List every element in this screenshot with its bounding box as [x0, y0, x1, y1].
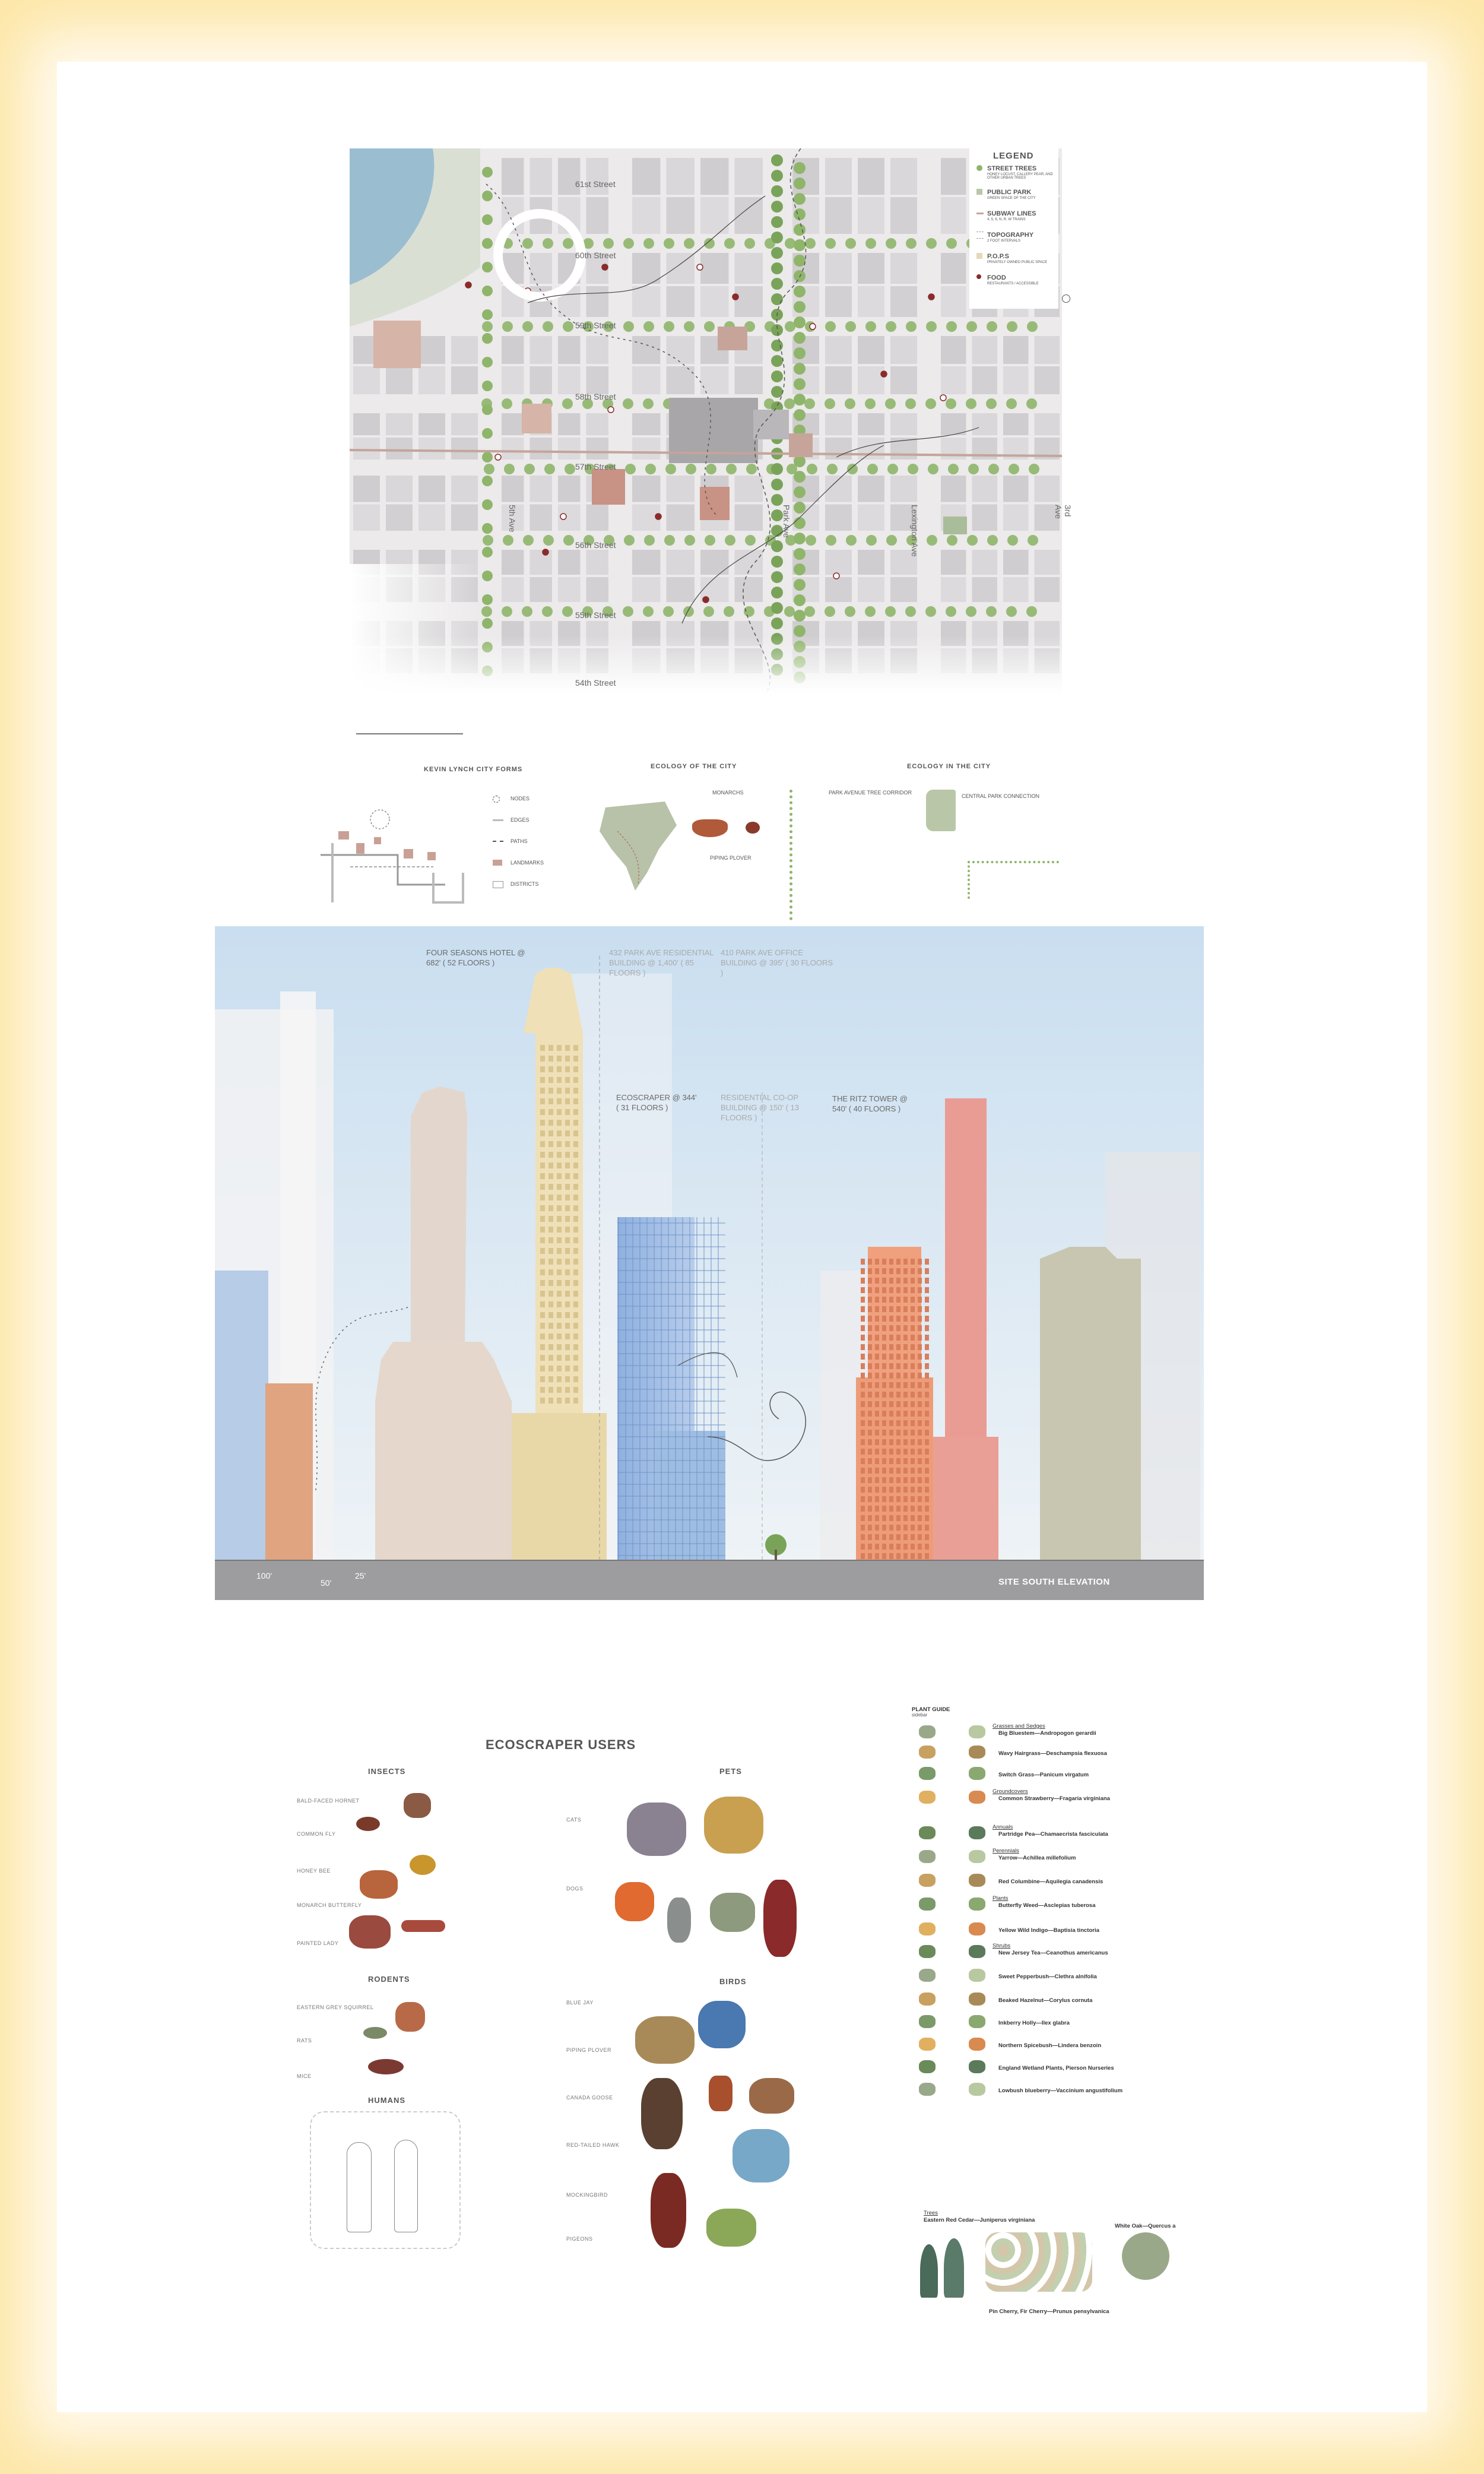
canada-goose-icon: [641, 2078, 683, 2149]
ecoscraper-label: ECOSCRAPER @ 344' ( 31 FLOORS ): [616, 1093, 697, 1112]
insect-label: COMMON FLY: [297, 1831, 336, 1837]
plant-icon: [919, 1767, 936, 1780]
plant-icon: [969, 2083, 985, 2096]
plant-icon: [919, 2038, 936, 2051]
rat-icon: [363, 2027, 387, 2039]
legend-districts: DISTRICTS: [510, 881, 539, 887]
plant-icon: [919, 1969, 936, 1982]
painted-lady-icon: [349, 1915, 391, 1949]
edge-icon: [493, 819, 503, 821]
central-park-label: CENTRAL PARK CONNECTION: [962, 793, 1040, 799]
avenue-label: 3rd Ave: [1054, 505, 1073, 519]
lynch-diagram: [315, 796, 481, 914]
plant-name: Butterfly Weed—Asclepias tuberosa: [998, 1902, 1096, 1909]
plant-icon: [969, 1725, 985, 1738]
plant-icon: [969, 1791, 985, 1804]
fly-icon: [356, 1817, 380, 1831]
street-label: 57th Street: [575, 462, 616, 471]
ecology-of-title: ECOLOGY OF THE CITY: [651, 763, 737, 770]
plant-name: Yarrow—Achillea millefolium: [998, 1855, 1076, 1861]
bird-label: BLUE JAY: [566, 2000, 594, 2006]
park-icon: [976, 189, 982, 195]
bird-label: RED-TAILED HAWK: [566, 2142, 620, 2148]
plant-icon: [969, 1850, 985, 1863]
insect-label: HONEY BEE: [297, 1868, 331, 1874]
plant-icon: [969, 1969, 985, 1982]
plant-icon: [969, 1992, 985, 2006]
plant-name: New Jersey Tea—Ceanothus americanus: [998, 1950, 1108, 1956]
ferret-icon: [710, 1893, 755, 1932]
butterfly-icon: [746, 822, 760, 834]
legend-paths: PATHS: [510, 838, 528, 844]
bird-label: PIPING PLOVER: [566, 2047, 612, 2053]
plant-name: Red Columbine—Aquilegia canadensis: [998, 1879, 1104, 1885]
park410-label: 410 PARK AVE OFFICE BUILDING @ 395' ( 30 FLOORS ): [721, 948, 833, 977]
plant-name: Yellow Wild Indigo—Baptisia tinctoria: [998, 1927, 1099, 1934]
plant-name: Inkberry Holly—Ilex glabra: [998, 2020, 1070, 2026]
monarch-butterfly-icon: [692, 819, 728, 837]
fox-icon: [615, 1882, 654, 1921]
cat-icon: [627, 1803, 686, 1856]
hawk-icon: [709, 2076, 733, 2111]
sparrow-icon: [749, 2078, 794, 2114]
tree-illustrations: [920, 2232, 1181, 2304]
pops-icon: [976, 253, 982, 259]
humans-title: HUMANS: [368, 2096, 406, 2105]
avenue-label: Park Ave: [782, 505, 791, 538]
map-legend: LEGEND STREET TREES HONEY LOCUST, CALLERY PEAR, AND OTHER URBAN TREES PUBLIC PARK GREEN SPACE OF THE CITY SUBWAY LINES 4, 5, 6, N, R, W TRAINS TOPOGRAPHY 2 FOOT INTERVALS P.O.P.S PRIVATELY OWNED PUBLIC SPACE FOOD RESTAURANTS / ACCESSIBLE: [969, 148, 1058, 309]
plant-icon: [919, 1945, 936, 1958]
plant-category: Shrubs: [992, 1943, 1011, 1949]
street-label: 54th Street: [575, 678, 616, 688]
plant-icon: [919, 2060, 936, 2073]
node-icon: [493, 796, 500, 803]
legend-edges: EDGES: [510, 817, 529, 823]
legend-landmarks: LANDMARKS: [510, 860, 544, 866]
elevation-title: SITE SOUTH ELEVATION: [998, 1577, 1110, 1587]
bird-label: CANADA GOOSE: [566, 2095, 613, 2101]
hummingbird-icon: [733, 2129, 789, 2182]
north-arrow-icon: [1062, 294, 1070, 303]
plant-category: Perennials: [992, 1848, 1019, 1854]
scale-25: 25': [355, 1571, 366, 1580]
plant-guide-subtitle: sidebar: [912, 1712, 928, 1718]
plant-category: Annuals: [992, 1824, 1013, 1830]
plant-icon: [919, 1874, 936, 1887]
plant-icon: [919, 1725, 936, 1738]
plant-icon: [919, 1922, 936, 1936]
site-elevation: [215, 926, 1204, 1600]
blue-jay-icon: [698, 2001, 746, 2048]
central-park-diagram: [926, 790, 956, 831]
plant-name: Common Strawberry—Fragaria virginiana: [998, 1795, 1110, 1802]
birds-title: BIRDS: [719, 1977, 747, 1986]
map-scale-bar: [356, 727, 463, 734]
oak-icon: [1122, 2232, 1169, 2280]
plant-category: Grasses and Sedges: [992, 1723, 1045, 1729]
caterpillar-icon: [401, 1920, 445, 1932]
plant-icon: [919, 1898, 936, 1911]
avenue-label: Lexington Ave: [910, 505, 919, 557]
north-america-map: [594, 796, 683, 897]
path-icon: [493, 841, 503, 842]
elevation-graphic: [215, 926, 1204, 1600]
rodent-label: MICE: [297, 2073, 312, 2079]
bird-label: PIGEONS: [566, 2236, 593, 2242]
coop-label: RESIDENTIAL CO-OP BUILDING @ 150' ( 13 FLOORS ): [721, 1093, 800, 1122]
street-label: 55th Street: [575, 610, 616, 620]
pigeon-icon: [706, 2209, 756, 2247]
corridor-label: PARK AVENUE TREE CORRIDOR: [829, 790, 912, 796]
plant-icon: [919, 2015, 936, 2028]
avenue-label: 5th Ave: [508, 505, 517, 533]
insect-label: PAINTED LADY: [297, 1940, 339, 1946]
plant-icon: [919, 1850, 936, 1863]
district-icon: [493, 881, 503, 888]
cedar-icon: [920, 2244, 938, 2298]
insects-title: INSECTS: [368, 1767, 406, 1776]
rodents-title: RODENTS: [368, 1975, 410, 1984]
human-figure-icon: [347, 2142, 372, 2232]
plant-name: Partridge Pea—Chamaecrista fasciculata: [998, 1831, 1108, 1838]
plant-icon: [919, 1992, 936, 2006]
users-title: ECOSCRAPER USERS: [486, 1737, 636, 1752]
landmark-icon: [493, 860, 502, 866]
plant-icon: [969, 1898, 985, 1911]
street-label: 61st Street: [575, 179, 616, 189]
plant-icon: [969, 1874, 985, 1887]
plant-icon: [919, 1746, 936, 1759]
subway-line-icon: [976, 213, 984, 214]
site-map: [350, 148, 1073, 695]
plant-name: Wavy Hairgrass—Deschampsia flexuosa: [998, 1750, 1107, 1757]
plant-icon: [969, 2038, 985, 2051]
pet-label: DOGS: [566, 1886, 584, 1892]
insect-label: MONARCH BUTTERFLY: [297, 1902, 362, 1908]
plant-name: England Wetland Plants, Pierson Nurseries: [998, 2065, 1114, 2071]
plant-name: Sweet Pepperbush—Clethra alnifolia: [998, 1974, 1097, 1980]
scale-50: 50': [321, 1578, 332, 1588]
monarchs-label: MONARCHS: [712, 790, 744, 796]
street-label: 60th Street: [575, 251, 616, 260]
plant-icon: [919, 1826, 936, 1839]
ecology-in-title: ECOLOGY IN THE CITY: [907, 763, 991, 770]
four-seasons-label: FOUR SEASONS HOTEL @ 682' ( 52 FLOORS ): [426, 948, 525, 967]
humans-frame: [310, 2111, 461, 2249]
pets-title: PETS: [719, 1767, 742, 1776]
scale-100: 100': [256, 1571, 272, 1580]
human-figure-icon: [394, 2140, 418, 2232]
lynch-title: KEVIN LYNCH CITY FORMS: [424, 766, 523, 773]
legend-nodes: NODES: [510, 796, 530, 802]
plant-name: Switch Grass—Panicum virgatum: [998, 1772, 1089, 1778]
park432-label: 432 PARK AVE RESIDENTIAL BUILDING @ 1,400' ( 85 FLOORS ): [609, 948, 714, 977]
topography-icon: [976, 232, 984, 239]
squirrel-icon: [395, 2002, 425, 2032]
pet-label: CATS: [566, 1817, 582, 1823]
plant-icon: [919, 2083, 936, 2096]
hornet-icon: [404, 1793, 431, 1818]
plant-icon: [919, 1791, 936, 1804]
tree-name-bottom: Pin Cherry, Fir Cherry—Prunus pensylvanica: [989, 2308, 1109, 2315]
street-label: 58th Street: [575, 392, 616, 401]
rodent-label: EASTERN GREY SQUIRREL: [297, 2004, 374, 2010]
cardinal-icon: [651, 2173, 686, 2248]
food-icon: [976, 274, 981, 279]
street-label: 56th Street: [575, 540, 616, 550]
plant-icon: [969, 1767, 985, 1780]
plant-name: Beaked Hazelnut—Corylus cornuta: [998, 1997, 1093, 2004]
tree-name-left: Eastern Red Cedar—Juniperus virginiana: [924, 2217, 1035, 2223]
bee-icon: [410, 1855, 436, 1875]
dog-icon: [704, 1797, 763, 1854]
tree-corridor-diagram: [789, 790, 801, 920]
plant-icon: [969, 1945, 985, 1958]
rodent-label: RATS: [297, 2038, 312, 2044]
tree-icon: [976, 165, 982, 171]
rodent-pet-icon: [667, 1898, 691, 1943]
monarch-icon: [360, 1870, 398, 1899]
plant-category: Plants: [992, 1895, 1009, 1902]
plant-guide: [912, 1706, 1185, 2324]
tree-icon: [985, 2232, 1092, 2292]
piping-plover-label: PIPING PLOVER: [710, 855, 751, 861]
plover-nest-icon: [635, 2016, 695, 2064]
bird-label: MOCKINGBIRD: [566, 2192, 608, 2198]
site-map-graphic: [350, 148, 1062, 695]
park-connection-diagram: [968, 861, 1059, 899]
mouse-icon: [368, 2059, 404, 2074]
plant-icon: [969, 1922, 985, 1936]
street-label: 59th Street: [575, 321, 616, 330]
plant-name: Lowbush blueberry—Vaccinium angustifolium: [998, 2087, 1123, 2094]
insect-label: BALD-FACED HORNET: [297, 1798, 360, 1804]
legend-title: LEGEND: [993, 151, 1034, 161]
plant-name: Northern Spicebush—Lindera benzoin: [998, 2042, 1102, 2049]
plant-icon: [969, 1826, 985, 1839]
plant-category: Groundcovers: [992, 1788, 1028, 1795]
plant-guide-title: PLANT GUIDE: [912, 1706, 950, 1713]
plant-icon: [969, 2015, 985, 2028]
trees-category: Trees: [924, 2210, 938, 2216]
plant-icon: [969, 2060, 985, 2073]
ritz-tower-label: THE RITZ TOWER @ 540' ( 40 FLOORS ): [832, 1094, 908, 1113]
plant-icon: [969, 1746, 985, 1759]
rabbit-icon: [763, 1880, 797, 1957]
plant-name: Big Bluestem—Andropogon gerardii: [998, 1730, 1096, 1737]
tree-name-right: White Oak—Quercus a: [1115, 2223, 1176, 2229]
cedar-icon: [944, 2238, 964, 2298]
